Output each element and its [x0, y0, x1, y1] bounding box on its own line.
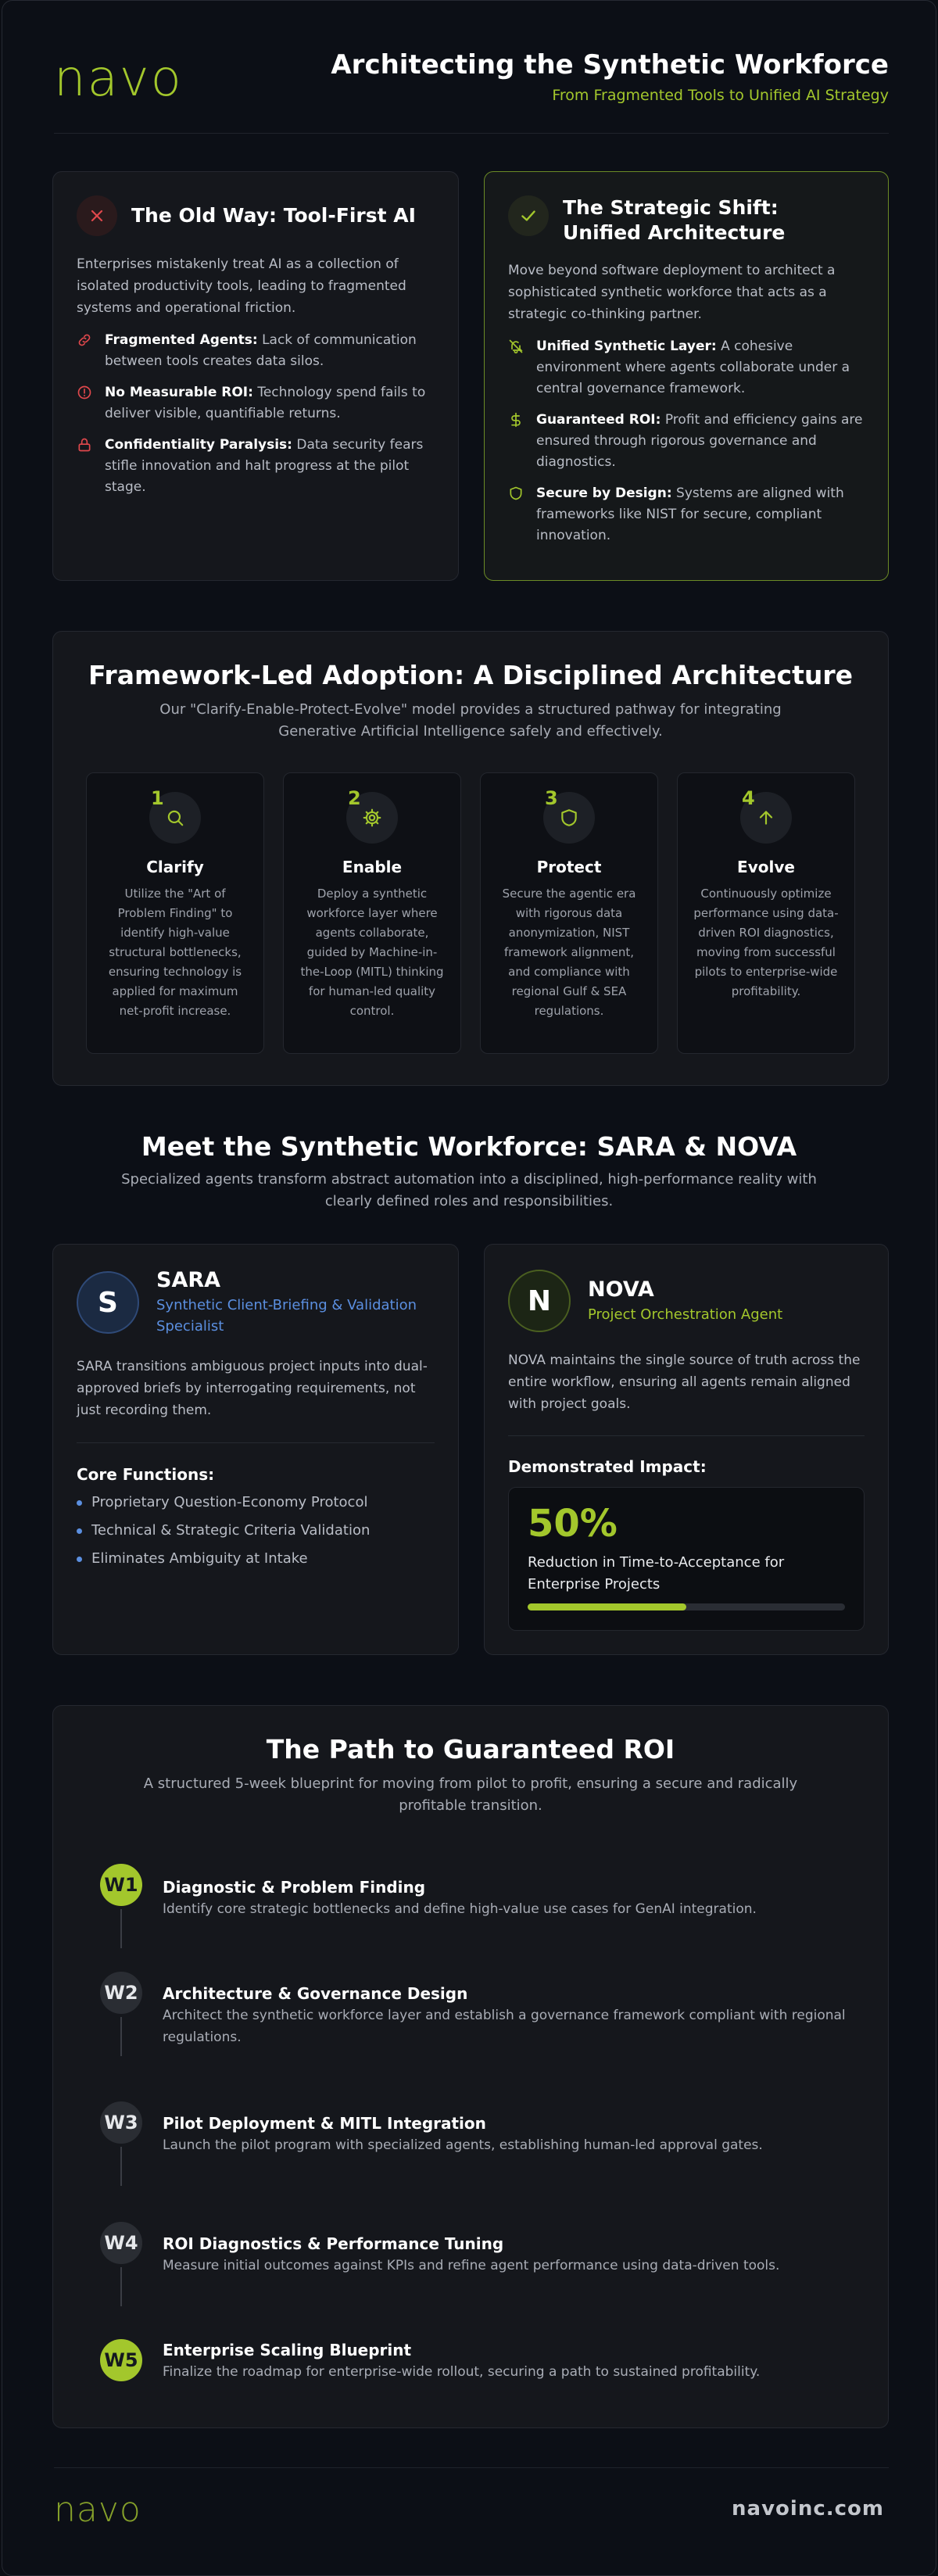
week-description: Measure initial outcomes against KPIs and refine agent performance using data-driven tools. [163, 2258, 780, 2273]
week-title: Enterprise Scaling Blueprint [163, 2341, 412, 2359]
item-label: Unified Synthetic Layer: [536, 339, 717, 354]
sara-description: SARA transitions ambiguous project inputs into dual-approved briefs by interrogating requirements, not just recording them. [77, 1359, 428, 1418]
check-icon [508, 195, 549, 236]
framework-subtitle: Our "Clarify-Enable-Protect-Evolve" model provides a structured pathway for integrating Generative Artificial Intelligence safely and effectively. [159, 701, 782, 740]
list-item [77, 1489, 435, 1517]
timeline-connector [120, 1909, 122, 1948]
step-description: Utilize the "Art of Problem Finding" to identify high-value structural bottlenecks, ensuring technology is applied for maximum net-profit increase. [108, 887, 242, 1018]
list-item [77, 1545, 435, 1573]
list-item [508, 483, 865, 546]
week-description: Finalize the roadmap for enterprise-wide rollout, securing a path to sustained profitability. [163, 2364, 761, 2380]
item-label: Guaranteed ROI: [536, 412, 661, 428]
timeline-connector [120, 2267, 122, 2306]
item-text: Systems are aligned with frameworks like NIST for secure, compliant innovation. [536, 485, 844, 543]
impact-heading: Demonstrated Impact: [508, 1457, 707, 1476]
item-label: Confidentiality Paralysis: [105, 437, 292, 453]
divider [508, 1435, 865, 1436]
bullet-icon [77, 1557, 82, 1562]
item-text: Data security fears stifle innovation and halt progress at the pilot stage. [105, 437, 424, 495]
new-way-intro: Move beyond software deployment to architect a sophisticated synthetic workforce that acts as a strategic co-thinking partner. [508, 263, 836, 322]
list-item [77, 330, 435, 372]
step-description: Continuously optimize performance using data-driven ROI diagnostics, moving from successful pilots to enterprise-wide profitability. [693, 887, 839, 998]
bullet-icon [77, 1528, 82, 1534]
step-card-enable[interactable] [283, 772, 461, 1054]
roadmap-title: The Path to Guaranteed ROI [266, 1734, 675, 1765]
navo-logo[interactable]: navo [54, 50, 183, 108]
item-text: Technology spend fails to deliver visible, quantifiable returns. [105, 385, 426, 421]
workforce-subtitle: Specialized agents transform abstract automation into a disciplined, high-performance reality with clearly defined roles and responsibilities. [121, 1171, 817, 1209]
function-text: Proprietary Question-Economy Protocol [91, 1494, 368, 1510]
sara-avatar: S [77, 1271, 139, 1334]
sara-name: SARA [156, 1268, 221, 1292]
week-title: Architecture & Governance Design [163, 1984, 468, 2003]
timeline-connector [120, 2017, 122, 2056]
week-badge: W2 [100, 1972, 142, 2014]
old-way-header [77, 195, 416, 236]
footer-logo[interactable]: navo [54, 2490, 141, 2530]
divider [77, 1442, 435, 1443]
new-way-card [484, 171, 889, 581]
new-way-title: The Strategic Shift: Unified Architecture [563, 196, 786, 244]
shield-icon [508, 483, 525, 546]
old-way-card [52, 171, 459, 581]
step-title: Enable [342, 858, 403, 876]
step-number: 3 [545, 787, 558, 809]
impact-progress-fill [528, 1603, 686, 1610]
old-way-list [77, 330, 435, 508]
nova-description: NOVA maintains the single source of truth across the entire workflow, ensuring all agents remain aligned with project goals. [508, 1352, 861, 1412]
step-title: Clarify [146, 858, 204, 876]
item-text: Profit and efficiency gains are ensured through rigorous governance and diagnostics. [536, 412, 863, 470]
list-item [508, 410, 865, 473]
new-way-list [508, 336, 865, 557]
list-item [77, 382, 435, 425]
item-text: A cohesive environment where agents collaborate under a central governance framework. [536, 339, 850, 396]
bullet-icon [77, 1500, 82, 1506]
impact-box [508, 1487, 865, 1631]
roadmap-section [52, 1705, 889, 2428]
week-description: Architect the synthetic workforce layer and establish a governance framework compliant with regional regulations. [163, 2008, 846, 2045]
item-text: Lack of communication between tools creates data silos. [105, 332, 417, 369]
list-item [508, 336, 865, 399]
link-icon [77, 330, 94, 372]
core-functions-list [77, 1489, 435, 1573]
nova-role: Project Orchestration Agent [588, 1306, 783, 1323]
dollar-icon [508, 410, 525, 473]
old-way-title: The Old Way: Tool-First AI [131, 204, 416, 227]
lock-icon [77, 435, 94, 498]
step-number: 4 [742, 787, 755, 809]
week-description: Launch the pilot program with specialized agents, establishing human-led approval gates. [163, 2137, 763, 2153]
week-badge: W5 [100, 2339, 142, 2381]
item-label: No Measurable ROI: [105, 385, 253, 400]
sara-card [52, 1244, 459, 1655]
item-label: Fragmented Agents: [105, 332, 258, 348]
header [54, 48, 889, 134]
step-card-protect[interactable] [480, 772, 658, 1054]
nova-card [484, 1244, 889, 1655]
alert-circle-icon [77, 382, 94, 425]
roadmap-subtitle: A structured 5-week blueprint for moving from pilot to profit, ensuring a secure and radically profitable transition. [143, 1775, 798, 1814]
workforce-title: Meet the Synthetic Workforce: SARA & NOVA [141, 1131, 797, 1162]
footer-divider [54, 2467, 889, 2468]
page-subtitle: From Fragmented Tools to Unified AI Strategy [552, 87, 889, 104]
framework-title: Framework-Led Adoption: A Disciplined Architecture [88, 660, 854, 690]
item-label: Secure by Design: [536, 485, 672, 501]
bell-off-icon [508, 336, 525, 399]
list-item [77, 1517, 435, 1545]
step-card-clarify[interactable] [86, 772, 264, 1054]
step-number: 1 [151, 787, 164, 809]
nova-name: NOVA [588, 1277, 654, 1302]
week-title: Pilot Deployment & MITL Integration [163, 2114, 486, 2133]
week-badge: W3 [100, 2101, 142, 2144]
impact-value: 50% [528, 1502, 618, 1546]
week-description: Identify core strategic bottlenecks and define high-value use cases for GenAI integration. [163, 1901, 757, 1917]
step-title: Evolve [737, 858, 795, 876]
function-text: Technical & Strategic Criteria Validation [91, 1522, 371, 1539]
week-badge: W4 [100, 2222, 142, 2264]
sara-role: Synthetic Client-Briefing & Validation Specialist [156, 1297, 417, 1335]
timeline-connector [120, 2147, 122, 2186]
function-text: Eliminates Ambiguity at Intake [91, 1550, 308, 1567]
page-title: Architecting the Synthetic Workforce [331, 49, 889, 81]
week-badge: W1 [100, 1864, 142, 1906]
footer-link[interactable]: navoinc.com [732, 2497, 884, 2520]
new-way-header [508, 195, 860, 245]
close-icon [77, 195, 117, 236]
week-title: Diagnostic & Problem Finding [163, 1878, 426, 1897]
step-description: Secure the agentic era with rigorous data anonymization, NIST framework alignment, and compliance with regional Gulf & SEA regulations. [502, 887, 636, 1018]
week-title: ROI Diagnostics & Performance Tuning [163, 2234, 504, 2253]
step-description: Deploy a synthetic workforce layer where agents collaborate, guided by Machine-in-the-Loop (MITL) thinking for human-led quality control. [300, 887, 444, 1018]
impact-progress-track [528, 1603, 845, 1610]
impact-label: Reduction in Time-to-Acceptance for Enterprise Projects [528, 1554, 785, 1593]
page-frame [2, 0, 936, 2576]
step-card-evolve[interactable] [677, 772, 855, 1054]
step-number: 2 [348, 787, 361, 809]
nova-avatar: N [508, 1270, 571, 1332]
framework-section [52, 631, 889, 1086]
old-way-intro: Enterprises mistakenly treat AI as a collection of isolated productivity tools, leading to fragmented systems and operational friction. [77, 256, 406, 316]
list-item [77, 435, 435, 498]
core-functions-heading: Core Functions: [77, 1465, 215, 1484]
step-title: Protect [536, 858, 602, 876]
